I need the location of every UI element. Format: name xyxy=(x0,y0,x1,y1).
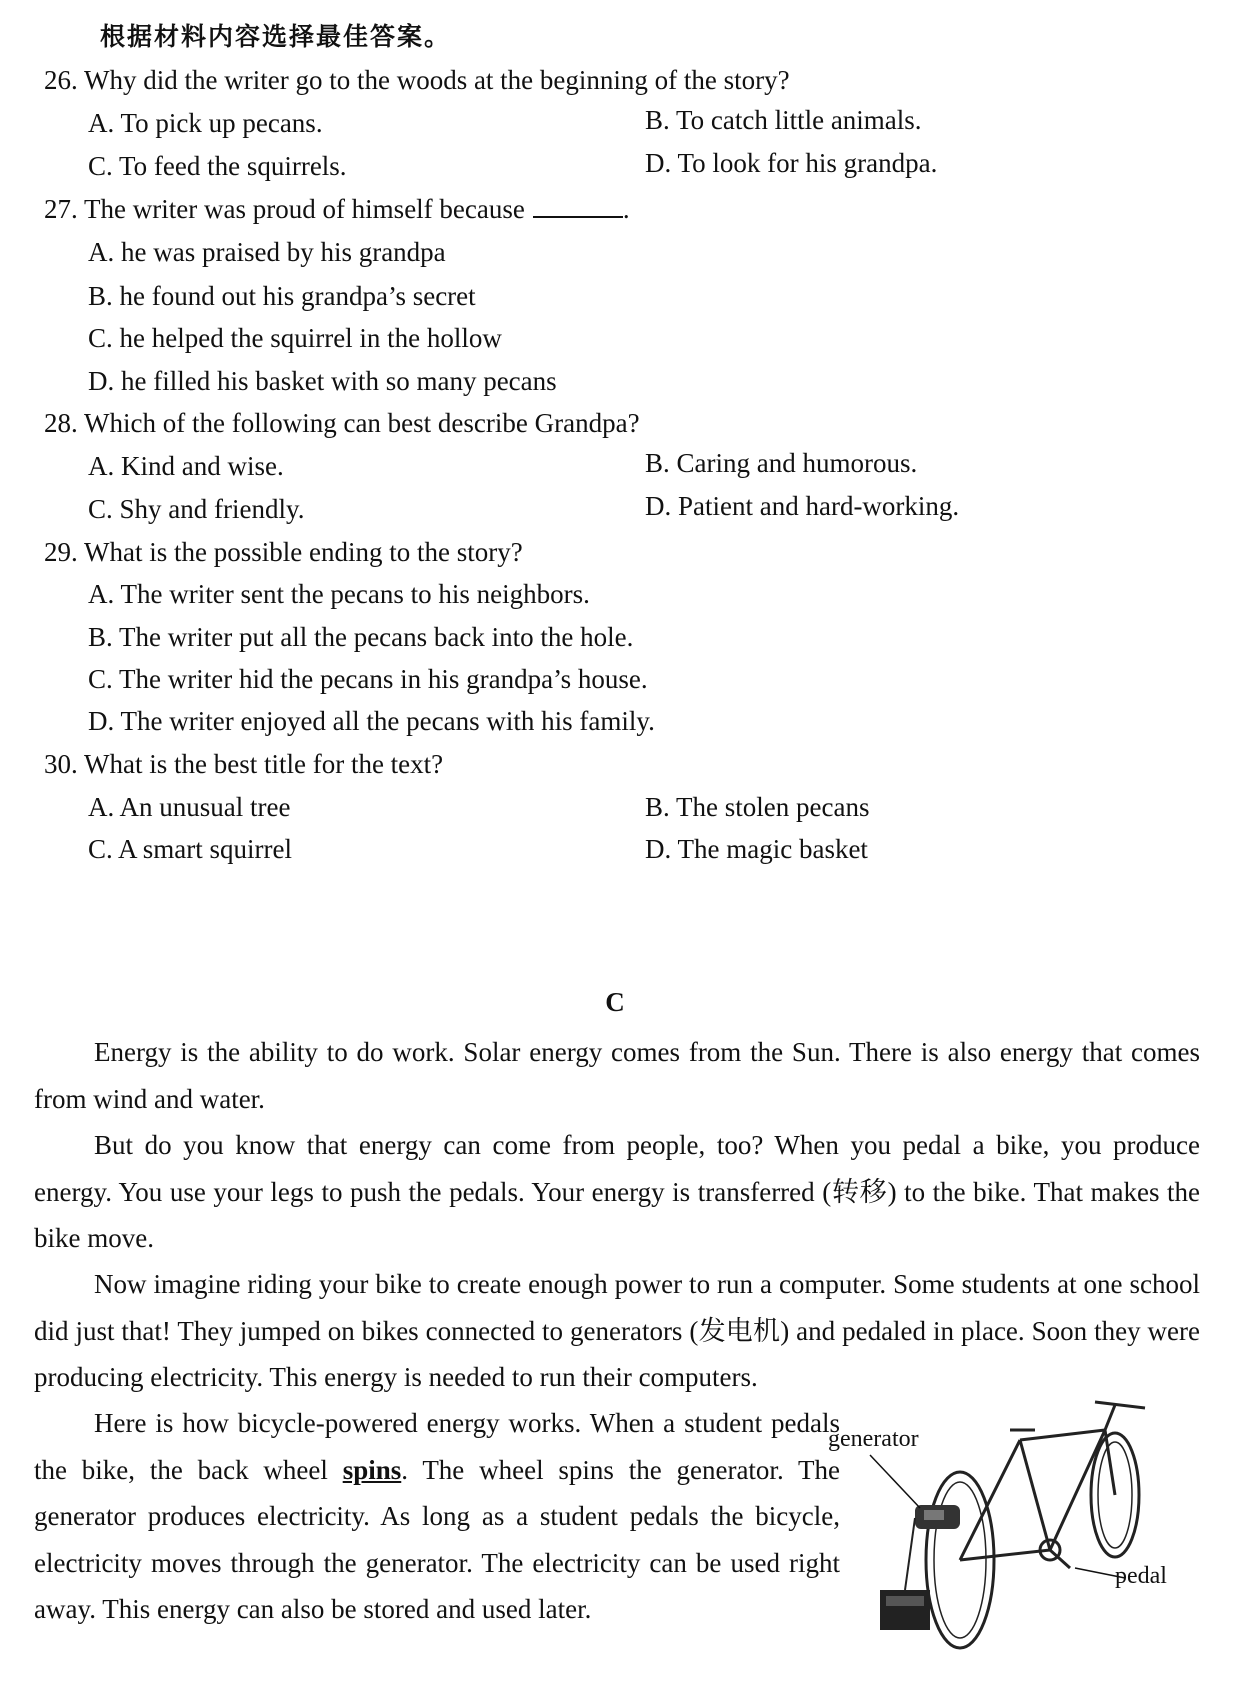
question-number: 27. xyxy=(44,194,78,224)
paragraph-2 xyxy=(34,1122,1200,1262)
paragraph-1 xyxy=(34,1029,1200,1122)
instruction: 根据材料内容选择最佳答案。 xyxy=(100,22,452,51)
option-28d[interactable]: D. Patient and hard-working. xyxy=(645,491,960,521)
paragraph-text: Here is how bicycle-powered energy works. When a student pedals the bike, the back wheel xyxy=(34,1408,840,1485)
option-30a[interactable]: A. An unusual tree xyxy=(88,792,291,822)
paragraph-text: But do you know that energy can come from people, too? When you pedal a bike, you produce energy. You use your legs to push the pedals. Your energy is transferred (转移) to the bike. That makes the bike move. xyxy=(34,1130,1200,1253)
question-29 xyxy=(44,536,523,568)
answer-blank xyxy=(533,194,623,218)
question-number: 28. xyxy=(44,408,78,438)
question-26 xyxy=(44,64,790,96)
option-28c[interactable]: C. Shy and friendly. xyxy=(88,494,305,524)
generator-unit xyxy=(915,1505,960,1529)
paragraph-text: Energy is the ability to do work. Solar energy comes from the Sun. There is also energy that comes from wind and water. xyxy=(34,1037,1200,1114)
option-29d[interactable]: D. The writer enjoyed all the pecans with his family. xyxy=(88,706,655,736)
option-30d[interactable]: D. The magic basket xyxy=(645,834,868,864)
question-stem: The writer was proud of himself because xyxy=(84,194,525,224)
battery-box xyxy=(880,1590,930,1630)
question-stem: What is the best title for the text? xyxy=(84,749,444,779)
paragraph-text: Now imagine riding your bike to create enough power to run a computer. Some students at one school did just that! They jumped on bikes connected to generators (发电机) and pedaled in place. Soon they were producing electricity. This energy is needed to run their computers. xyxy=(34,1269,1200,1392)
question-stem: Which of the following can best describe Grandpa? xyxy=(84,408,640,438)
paragraph-text: . The wheel spins the generator. The generator produces electricity. As long as a student pedals the bicycle, electricity moves through the generator. The electricity can be used right away. This energy can also be stored and used later. xyxy=(34,1454,840,1624)
paragraph-3 xyxy=(34,1261,1200,1401)
question-28 xyxy=(44,407,640,439)
question-stem: Why did the writer go to the woods at the beginning of the story? xyxy=(84,65,790,95)
paragraph-4 xyxy=(34,1400,840,1633)
question-30 xyxy=(44,748,443,780)
option-26a[interactable]: A. To pick up pecans. xyxy=(88,108,323,138)
underlined-word: spins xyxy=(342,1454,402,1485)
question-27 xyxy=(44,193,630,225)
option-26c[interactable]: C. To feed the squirrels. xyxy=(88,151,347,181)
option-27a[interactable]: A. he was praised by his grandpa xyxy=(88,237,446,267)
option-29b[interactable]: B. The writer put all the pecans back into the hole. xyxy=(88,622,634,652)
question-stem: What is the possible ending to the story? xyxy=(84,537,523,567)
option-27d[interactable]: D. he filled his basket with so many pecans xyxy=(88,366,557,396)
bicycle-figure xyxy=(828,1400,1190,1660)
question-number: 26. xyxy=(44,65,78,95)
option-26b[interactable]: B. To catch little animals. xyxy=(645,105,922,135)
option-30b[interactable]: B. The stolen pecans xyxy=(645,792,870,822)
option-28b[interactable]: B. Caring and humorous. xyxy=(645,448,918,478)
generator-label: generator xyxy=(828,1426,919,1452)
question-stem-end: . xyxy=(622,194,630,224)
option-30c[interactable]: C. A smart squirrel xyxy=(88,834,292,864)
question-number: 30. xyxy=(44,749,78,779)
section-heading: C xyxy=(605,987,625,1017)
option-29a[interactable]: A. The writer sent the pecans to his neighbors. xyxy=(88,579,590,609)
option-29c[interactable]: C. The writer hid the pecans in his grandpa’s house. xyxy=(88,664,648,694)
option-27b[interactable]: B. he found out his grandpa’s secret xyxy=(88,281,476,311)
question-number: 29. xyxy=(44,537,78,567)
option-27c[interactable]: C. he helped the squirrel in the hollow xyxy=(88,323,502,353)
pedal-label: pedal xyxy=(1115,1563,1167,1589)
option-26d[interactable]: D. To look for his grandpa. xyxy=(645,148,938,178)
option-28a[interactable]: A. Kind and wise. xyxy=(88,451,284,481)
